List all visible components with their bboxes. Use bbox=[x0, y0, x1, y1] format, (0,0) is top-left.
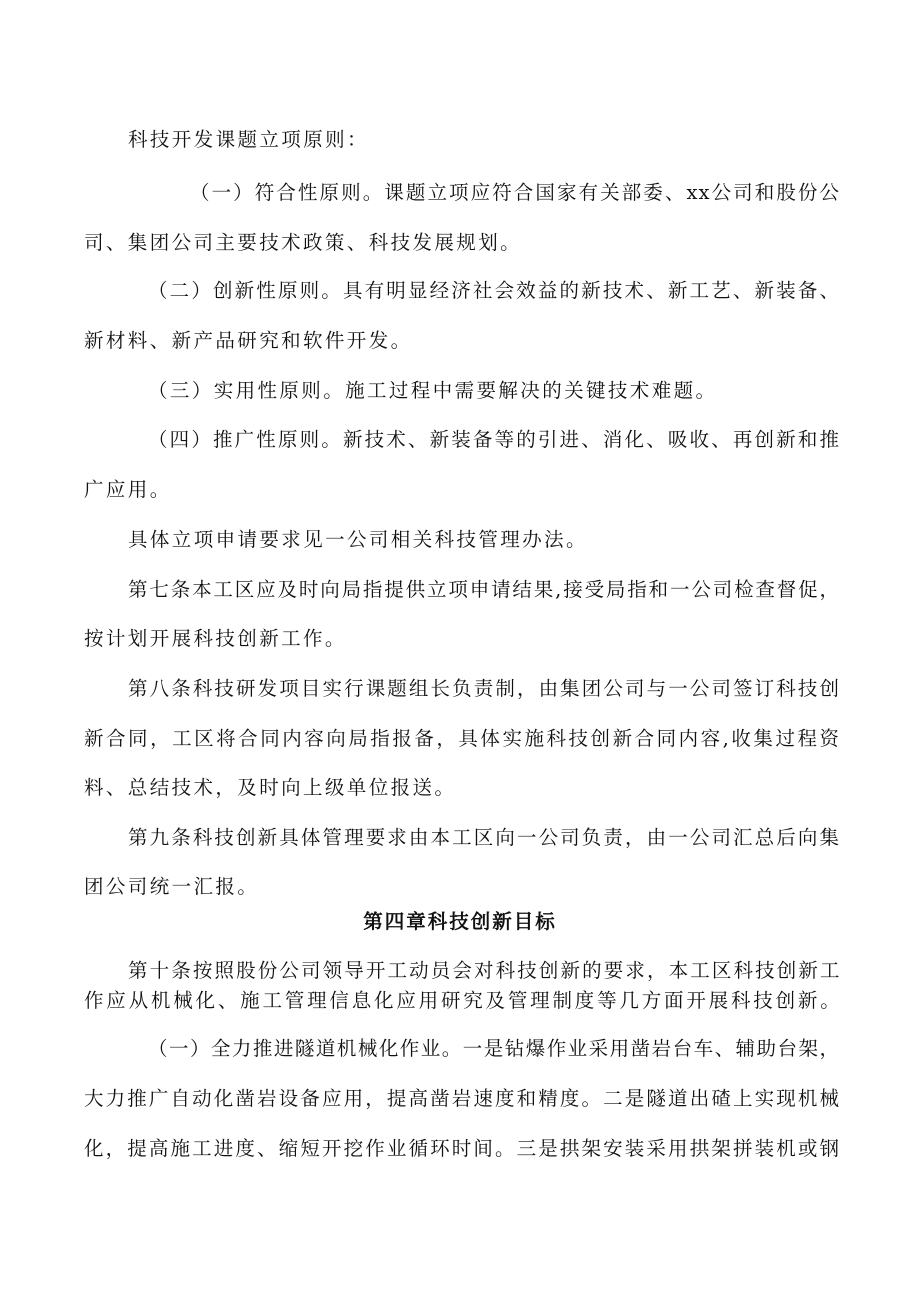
paragraph-line: 第七条本工区应及时向局指提供立项申请结果,接受局指和一公司检查督促， bbox=[128, 578, 840, 601]
paragraph-line: 广应用。 bbox=[84, 478, 172, 501]
paragraph-line: （二）创新性原则。具有明显经济社会效益的新技术、新工艺、新装备、 bbox=[148, 279, 840, 302]
paragraph-line: 团公司统一汇报。 bbox=[84, 875, 260, 898]
paragraph-line: （一）全力推进隧道机械化作业。一是钻爆作业采用凿岩台车、辅助台架， bbox=[148, 1037, 840, 1060]
paragraph-line: 具体立项申请要求见一公司相关科技管理办法。 bbox=[128, 528, 588, 551]
paragraph-line: 科技开发课题立项原则： bbox=[128, 128, 369, 151]
paragraph-line: （四）推广性原则。新技术、新装备等的引进、消化、吸收、再创新和推 bbox=[148, 428, 840, 451]
paragraph-line: （一）符合性原则。课题立项应符合国家有关部委、xx公司和股份公 bbox=[190, 181, 840, 204]
paragraph-line: 第九条科技创新具体管理要求由本工区向一公司负责，由一公司汇总后向集 bbox=[128, 826, 840, 849]
paragraph-line: 作应从机械化、施工管理信息化应用研究及管理制度等几方面开展科技创新。 bbox=[84, 989, 840, 1012]
paragraph-line: 第八条科技研发项目实行课题组长负责制，由集团公司与一公司签订科技创 bbox=[128, 677, 840, 700]
paragraph-line: 新合同，工区将合同内容向局指报备，具体实施科技创新合同内容,收集过程资 bbox=[84, 727, 840, 750]
paragraph-line: 按计划开展科技创新工作。 bbox=[84, 627, 347, 650]
paragraph-line: 料、总结技术，及时向上级单位报送。 bbox=[84, 776, 457, 799]
paragraph-line: 大力推广自动化凿岩设备应用，提高凿岩速度和精度。二是隧道出碴上实现机械 bbox=[84, 1087, 840, 1110]
paragraph-line: 司、集团公司主要技术政策、科技发展规划。 bbox=[84, 231, 523, 254]
paragraph-line: （三）实用性原则。施工过程中需要解决的关键技术难题。 bbox=[148, 379, 718, 402]
paragraph-line: 新材料、新产品研究和软件开发。 bbox=[84, 329, 413, 352]
chapter-heading: 第四章科技创新目标 bbox=[363, 910, 557, 933]
paragraph-line: 化，提高施工进度、缩短开挖作业循环时间。三是拱架安装采用拱架拼装机或钢 bbox=[84, 1137, 840, 1160]
paragraph-line: 第十条按照股份公司领导开工动员会对科技创新的要求，本工区科技创新工 bbox=[128, 959, 840, 982]
